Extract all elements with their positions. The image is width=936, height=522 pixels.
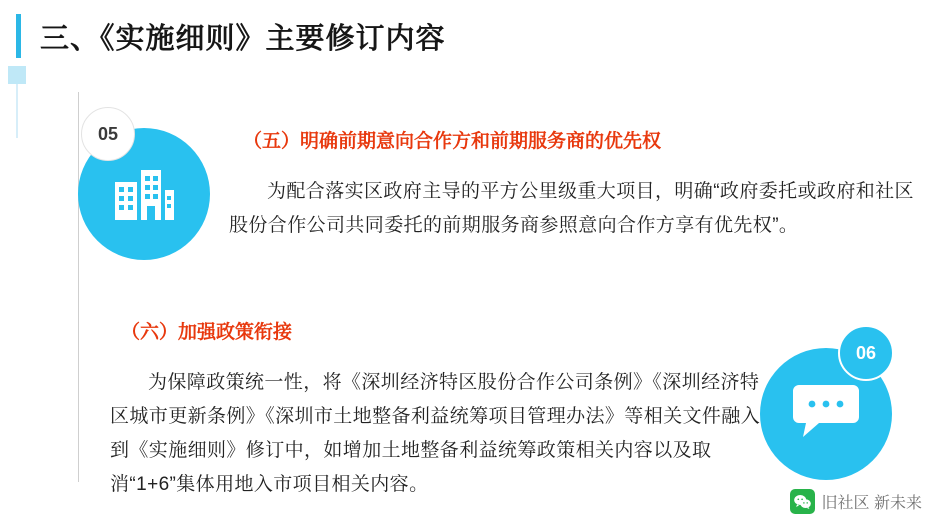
wechat-icon: [790, 489, 815, 514]
decorative-square: [8, 66, 26, 84]
section-06-paragraph: 为保障政策统一性，将《深圳经济特区股份合作公司条例》《深圳经济特区城市更新条例》《深圳市土地整备利益统筹项目管理办法》等相关文件融入到《实施细则》修订中，如增加土地整备利益统筹政策相关内容以及取消“1+6”集体用地入市项目相关内容。: [110, 372, 761, 495]
section-06-heading: （六）加强政策衔接: [121, 322, 293, 343]
section-05-heading: （五）明确前期意向合作方和前期服务商的优先权: [243, 131, 662, 152]
section-06-number-badge: 06: [838, 325, 894, 381]
content-divider-rule: [78, 92, 79, 482]
watermark-text: 旧社区 新未来: [821, 495, 922, 512]
watermark: [790, 489, 922, 514]
title-accent-bar: [16, 14, 21, 58]
page-title: 三、《实施细则》主要修订内容: [40, 23, 446, 55]
building-icon: [113, 170, 175, 220]
chat-bubble-icon: [793, 385, 859, 437]
decorative-line: [16, 84, 18, 138]
section-05-number-badge: 05: [81, 107, 135, 161]
section-05-paragraph: 为配合落实区政府主导的平方公里级重大项目，明确“政府委托或政府和社区股份合作公司共同委托的前期服务商参照意向合作方享有优先权”。: [229, 181, 914, 236]
